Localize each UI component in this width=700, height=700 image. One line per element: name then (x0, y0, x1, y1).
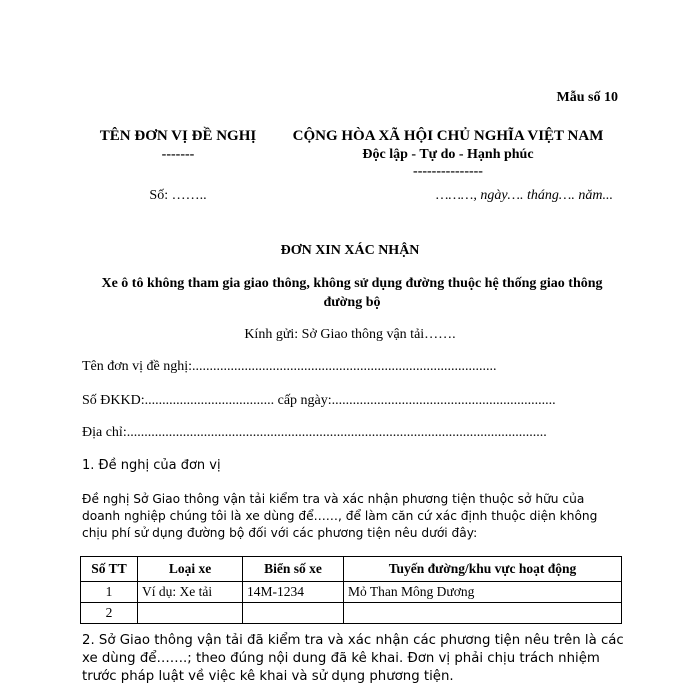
cell-stt: 2 (81, 603, 138, 624)
section1-body: Đề nghị Sở Giao thông vận tải kiểm tra và xác nhận phương tiện thuộc sở hữu của doanh nghiệp chúng tôi là xe dùng để……, để làm căn cứ xác định thuộc diện không chịu phí sử dụng đường bộ đối với các phương tiện nêu dưới đây: (82, 492, 598, 540)
cell-route: Mỏ Than Mông Dương (344, 582, 622, 603)
vehicle-table (80, 556, 622, 624)
header-route: Tuyến đường/khu vực hoạt động (344, 557, 622, 582)
addressee: Kính gửi: Sở Giao thông vận tải……. (244, 327, 456, 342)
cell-vehicle-type (138, 603, 243, 624)
org-name-heading: TÊN ĐƠN VỊ ĐỀ NGHỊ (99, 128, 257, 144)
cell-route (344, 603, 622, 624)
form-number: Mẫu số 10 (556, 90, 618, 105)
motto-divider: --------------- (413, 164, 483, 179)
cell-plate-number (243, 603, 344, 624)
table-row (81, 603, 622, 624)
table-row (81, 582, 622, 603)
header-stt: Số TT (81, 557, 138, 582)
document-date: ………, ngày…. tháng…. năm... (436, 188, 613, 203)
field-org-name: Tên đơn vị đề nghị:....................................................................................... (82, 359, 497, 374)
table-header-row (81, 557, 622, 582)
field-business-registration: Số ĐKKD:..................................... cấp ngày:................................................................ (82, 393, 556, 408)
cell-vehicle-type: Ví dụ: Xe tải (138, 582, 243, 603)
national-motto: Độc lập - Tự do - Hạnh phúc (362, 147, 534, 162)
country-name: CỘNG HÒA XÃ HỘI CHỦ NGHĨA VIỆT NAM (292, 128, 604, 144)
document-number: Số: …….. (149, 188, 207, 203)
section2-body: 2. Sở Giao thông vận tải đã kiểm tra và xác nhận các phương tiện nêu trên là các xe dùng để…….; theo đúng nội dung đã kê khai. Đơn vị phải chịu trách nhiệm trước pháp luật về việc kê khai và sử dụng phương tiện. (82, 633, 624, 684)
header-plate-number: Biển số xe (243, 557, 344, 582)
document-title: ĐƠN XIN XÁC NHẬN (280, 243, 420, 258)
header-vehicle-type: Loại xe (138, 557, 243, 582)
section1-heading: 1. Đề nghị của đơn vị (82, 458, 221, 473)
field-address: Địa chỉ:........................................................................................................................ (82, 425, 547, 440)
cell-plate-number: 14M-1234 (243, 582, 344, 603)
org-divider: ------- (161, 147, 195, 162)
document-subtitle: Xe ô tô không tham gia giao thông, không sử dụng đường thuộc hệ thống giao thông đường bộ (101, 276, 603, 310)
cell-stt: 1 (81, 582, 138, 603)
